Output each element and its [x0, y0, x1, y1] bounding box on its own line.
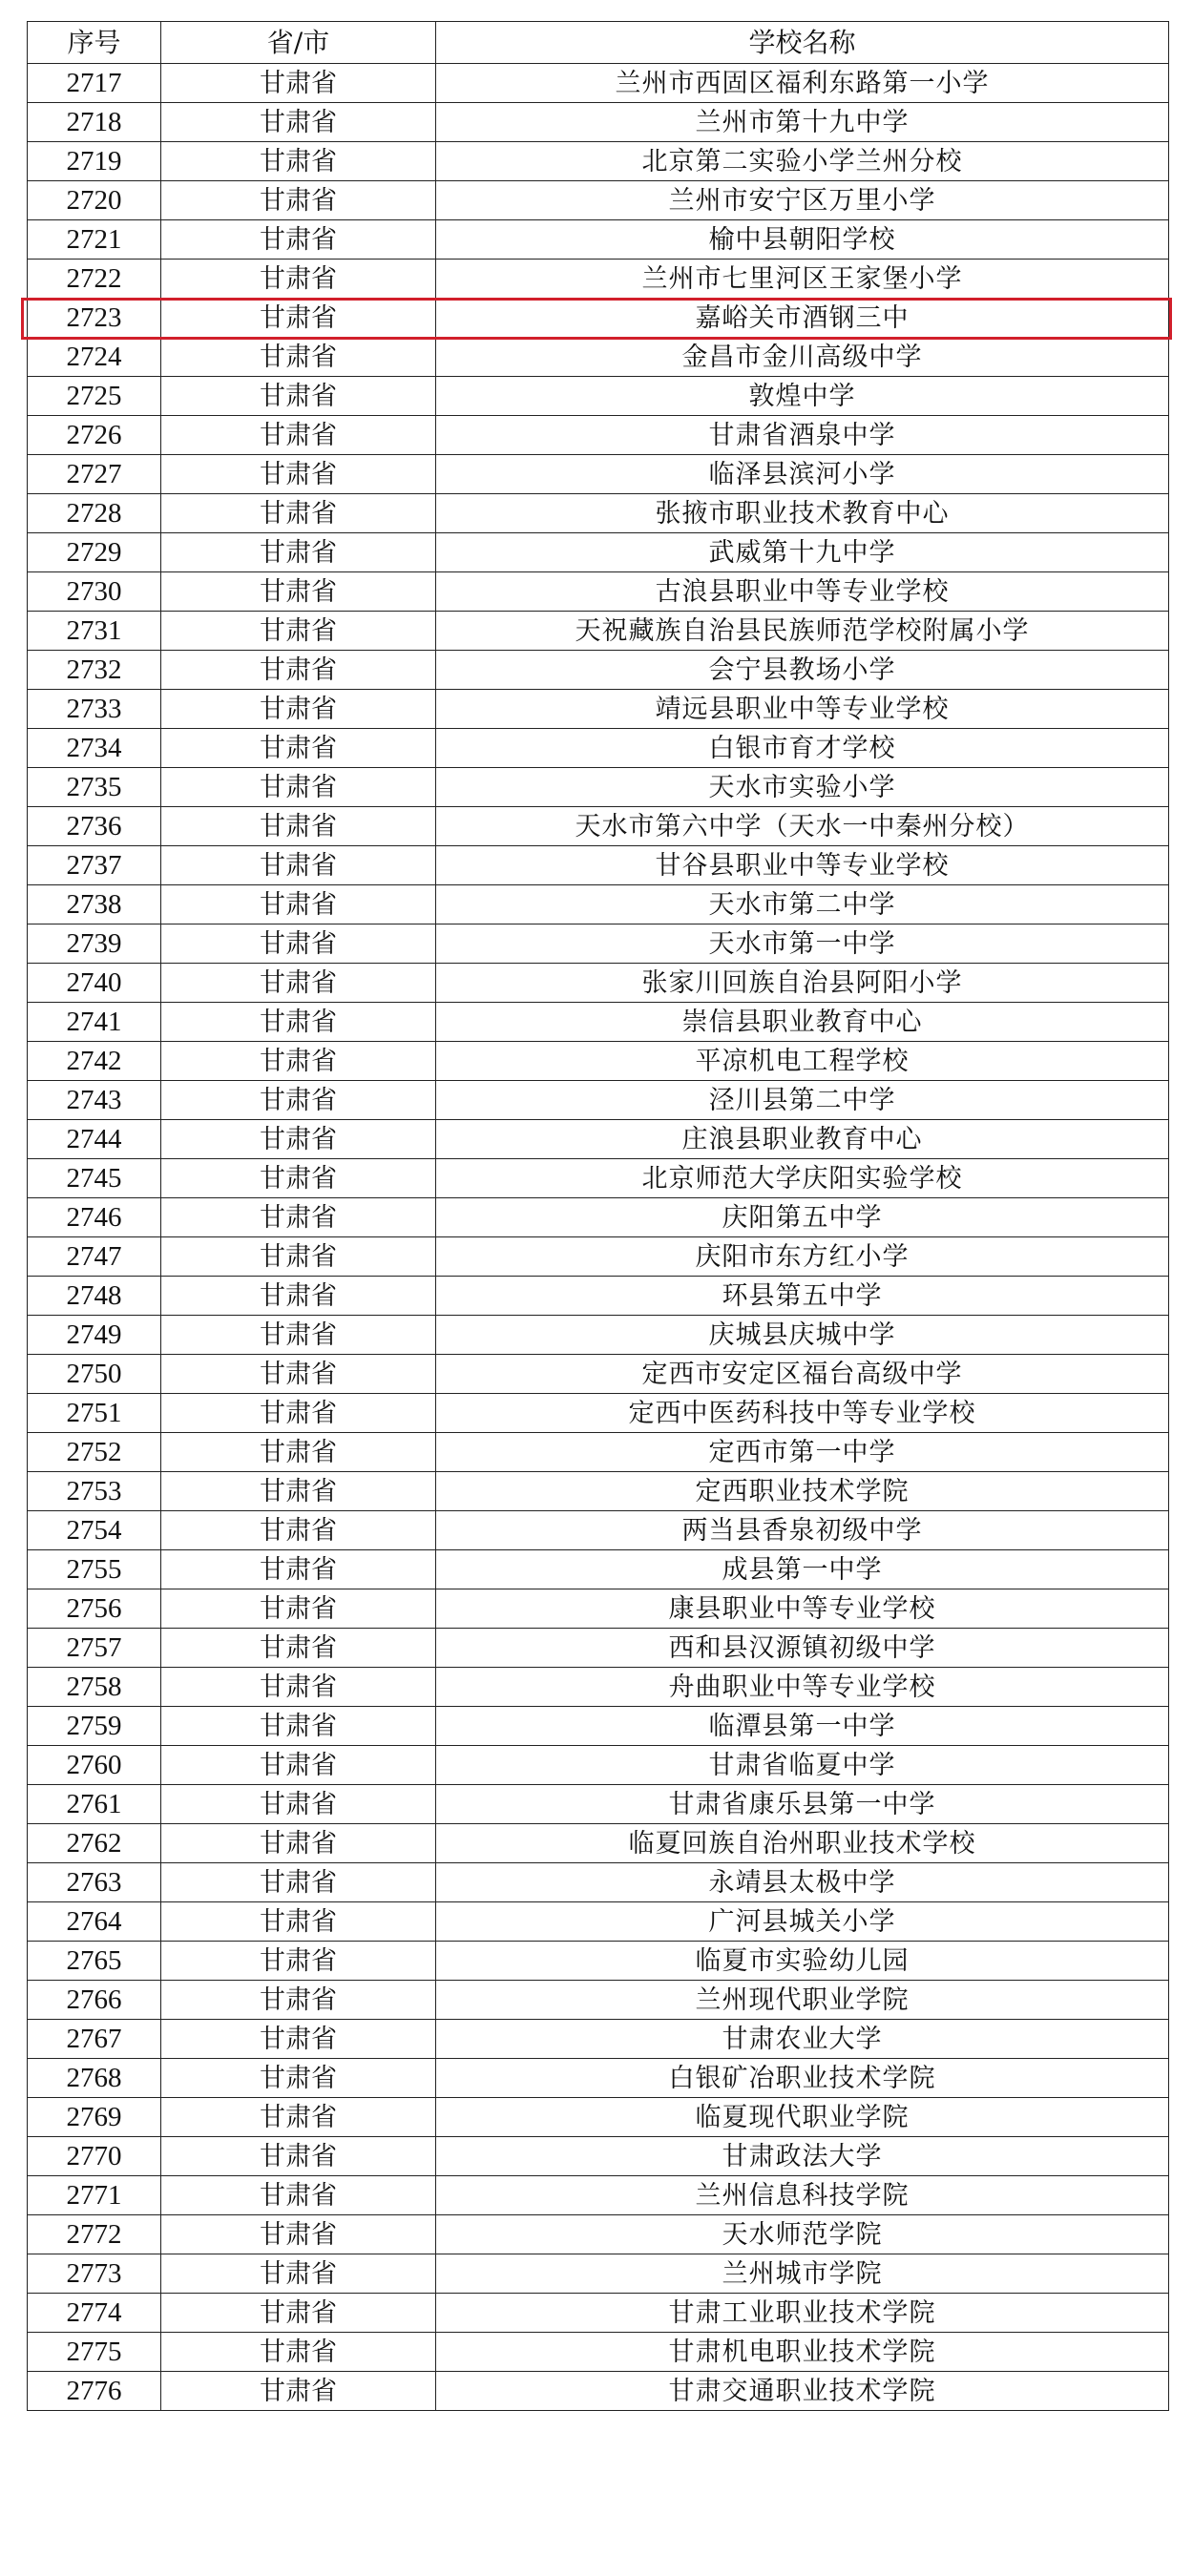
row-seq: 2719: [28, 142, 161, 181]
table-row: [28, 1159, 1169, 1198]
header-school: 学校名称: [436, 22, 1169, 64]
row-province: 甘肃省: [161, 416, 436, 455]
row-school-name: 天水市实验小学: [436, 768, 1169, 807]
row-school-name: 成县第一中学: [436, 1550, 1169, 1589]
table-row: [28, 2215, 1169, 2254]
row-school-name: 临泽县滨河小学: [436, 455, 1169, 494]
row-seq: 2760: [28, 1746, 161, 1785]
row-province: 甘肃省: [161, 1081, 436, 1120]
row-province: 甘肃省: [161, 64, 436, 103]
table-row: [28, 181, 1169, 220]
row-province: 甘肃省: [161, 2294, 436, 2333]
row-province: 甘肃省: [161, 768, 436, 807]
row-province: 甘肃省: [161, 1746, 436, 1785]
row-province: 甘肃省: [161, 1003, 436, 1042]
row-province: 甘肃省: [161, 494, 436, 533]
row-seq: 2736: [28, 807, 161, 846]
row-seq: 2724: [28, 338, 161, 377]
row-province: 甘肃省: [161, 2137, 436, 2176]
table-row: [28, 494, 1169, 533]
row-seq: 2722: [28, 260, 161, 299]
table-row: [28, 690, 1169, 729]
table-row: [28, 2333, 1169, 2372]
table-row: [28, 1081, 1169, 1120]
row-seq: 2738: [28, 885, 161, 924]
row-province: 甘肃省: [161, 1668, 436, 1707]
row-seq: 2744: [28, 1120, 161, 1159]
row-seq: 2721: [28, 220, 161, 260]
row-province: 甘肃省: [161, 1355, 436, 1394]
row-province: 甘肃省: [161, 1198, 436, 1237]
row-school-name: 定西市第一中学: [436, 1433, 1169, 1472]
row-province: 甘肃省: [161, 2176, 436, 2215]
table-row: [28, 768, 1169, 807]
row-province: 甘肃省: [161, 1472, 436, 1511]
row-school-name: 金昌市金川高级中学: [436, 338, 1169, 377]
row-seq: 2734: [28, 729, 161, 768]
row-province: 甘肃省: [161, 2059, 436, 2098]
row-province: 甘肃省: [161, 1316, 436, 1355]
row-province: 甘肃省: [161, 220, 436, 260]
row-seq: 2739: [28, 924, 161, 964]
row-province: 甘肃省: [161, 1863, 436, 1902]
row-school-name: 临潭县第一中学: [436, 1707, 1169, 1746]
row-school-name: 嘉峪关市酒钢三中: [436, 299, 1169, 338]
row-school-name: 白银市育才学校: [436, 729, 1169, 768]
row-seq: 2754: [28, 1511, 161, 1550]
row-seq: 2761: [28, 1785, 161, 1824]
table-row: [28, 103, 1169, 142]
row-seq: 2771: [28, 2176, 161, 2215]
table-row: [28, 533, 1169, 572]
table-row: [28, 1668, 1169, 1707]
row-province: 甘肃省: [161, 690, 436, 729]
row-province: 甘肃省: [161, 1824, 436, 1863]
table-row: [28, 1902, 1169, 1942]
row-province: 甘肃省: [161, 2372, 436, 2411]
table-row: [28, 924, 1169, 964]
row-school-name: 庆城县庆城中学: [436, 1316, 1169, 1355]
row-seq: 2732: [28, 651, 161, 690]
row-school-name: 甘肃政法大学: [436, 2137, 1169, 2176]
row-province: 甘肃省: [161, 1511, 436, 1550]
table-row: [28, 299, 1169, 338]
table-row: [28, 2098, 1169, 2137]
row-province: 甘肃省: [161, 572, 436, 612]
row-province: 甘肃省: [161, 299, 436, 338]
row-province: 甘肃省: [161, 455, 436, 494]
row-seq: 2752: [28, 1433, 161, 1472]
row-seq: 2745: [28, 1159, 161, 1198]
table-row: [28, 1785, 1169, 1824]
table-row: [28, 377, 1169, 416]
row-province: 甘肃省: [161, 338, 436, 377]
table-row: [28, 885, 1169, 924]
table-row: [28, 2372, 1169, 2411]
row-seq: 2776: [28, 2372, 161, 2411]
header-province: 省/市: [161, 22, 436, 64]
row-province: 甘肃省: [161, 729, 436, 768]
row-school-name: 古浪县职业中等专业学校: [436, 572, 1169, 612]
table-row: [28, 416, 1169, 455]
row-seq: 2743: [28, 1081, 161, 1120]
table-row: [28, 1237, 1169, 1277]
row-seq: 2763: [28, 1863, 161, 1902]
row-province: 甘肃省: [161, 1433, 436, 1472]
row-school-name: 兰州市西固区福利东路第一小学: [436, 64, 1169, 103]
table-row: [28, 846, 1169, 885]
row-province: 甘肃省: [161, 377, 436, 416]
row-seq: 2773: [28, 2254, 161, 2294]
row-school-name: 临夏市实验幼儿园: [436, 1942, 1169, 1981]
row-school-name: 兰州市七里河区王家堡小学: [436, 260, 1169, 299]
row-seq: 2759: [28, 1707, 161, 1746]
row-school-name: 西和县汉源镇初级中学: [436, 1629, 1169, 1668]
school-list-sheet: [27, 21, 1168, 2411]
row-seq: 2720: [28, 181, 161, 220]
table-body: [28, 64, 1169, 2411]
row-seq: 2747: [28, 1237, 161, 1277]
table-row: [28, 729, 1169, 768]
row-school-name: 舟曲职业中等专业学校: [436, 1668, 1169, 1707]
row-province: 甘肃省: [161, 807, 436, 846]
table-row: [28, 2176, 1169, 2215]
row-seq: 2769: [28, 2098, 161, 2137]
row-school-name: 临夏回族自治州职业技术学校: [436, 1824, 1169, 1863]
table-row: [28, 1003, 1169, 1042]
row-province: 甘肃省: [161, 1550, 436, 1589]
row-seq: 2757: [28, 1629, 161, 1668]
row-province: 甘肃省: [161, 1237, 436, 1277]
table-row: [28, 220, 1169, 260]
row-province: 甘肃省: [161, 2020, 436, 2059]
row-seq: 2742: [28, 1042, 161, 1081]
row-school-name: 天水师范学院: [436, 2215, 1169, 2254]
row-seq: 2749: [28, 1316, 161, 1355]
row-school-name: 敦煌中学: [436, 377, 1169, 416]
row-school-name: 平凉机电工程学校: [436, 1042, 1169, 1081]
row-seq: 2723: [28, 299, 161, 338]
row-school-name: 天水市第一中学: [436, 924, 1169, 964]
row-school-name: 天祝藏族自治县民族师范学校附属小学: [436, 612, 1169, 651]
table-row: [28, 1629, 1169, 1668]
row-seq: 2718: [28, 103, 161, 142]
table-row: [28, 1316, 1169, 1355]
table-row: [28, 338, 1169, 377]
row-province: 甘肃省: [161, 1589, 436, 1629]
row-school-name: 榆中县朝阳学校: [436, 220, 1169, 260]
row-school-name: 庆阳第五中学: [436, 1198, 1169, 1237]
table-row: [28, 2020, 1169, 2059]
row-seq: 2748: [28, 1277, 161, 1316]
row-province: 甘肃省: [161, 2215, 436, 2254]
row-province: 甘肃省: [161, 103, 436, 142]
row-province: 甘肃省: [161, 1277, 436, 1316]
row-province: 甘肃省: [161, 846, 436, 885]
table-row: [28, 1707, 1169, 1746]
row-seq: 2746: [28, 1198, 161, 1237]
row-seq: 2735: [28, 768, 161, 807]
table-row: [28, 455, 1169, 494]
row-school-name: 会宁县教场小学: [436, 651, 1169, 690]
row-school-name: 甘肃交通职业技术学院: [436, 2372, 1169, 2411]
row-seq: 2741: [28, 1003, 161, 1042]
row-school-name: 庄浪县职业教育中心: [436, 1120, 1169, 1159]
row-seq: 2753: [28, 1472, 161, 1511]
row-seq: 2730: [28, 572, 161, 612]
row-school-name: 崇信县职业教育中心: [436, 1003, 1169, 1042]
row-school-name: 永靖县太极中学: [436, 1863, 1169, 1902]
row-seq: 2758: [28, 1668, 161, 1707]
row-school-name: 张家川回族自治县阿阳小学: [436, 964, 1169, 1003]
row-school-name: 兰州市安宁区万里小学: [436, 181, 1169, 220]
row-school-name: 武威第十九中学: [436, 533, 1169, 572]
row-school-name: 天水市第六中学（天水一中秦州分校）: [436, 807, 1169, 846]
row-school-name: 北京师范大学庆阳实验学校: [436, 1159, 1169, 1198]
table-row: [28, 64, 1169, 103]
row-province: 甘肃省: [161, 2254, 436, 2294]
row-school-name: 靖远县职业中等专业学校: [436, 690, 1169, 729]
row-province: 甘肃省: [161, 651, 436, 690]
table-row: [28, 260, 1169, 299]
row-seq: 2762: [28, 1824, 161, 1863]
row-province: 甘肃省: [161, 181, 436, 220]
row-school-name: 甘谷县职业中等专业学校: [436, 846, 1169, 885]
row-seq: 2728: [28, 494, 161, 533]
row-seq: 2737: [28, 846, 161, 885]
row-province: 甘肃省: [161, 1785, 436, 1824]
table-row: [28, 1198, 1169, 1237]
table-row: [28, 1394, 1169, 1433]
row-school-name: 两当县香泉初级中学: [436, 1511, 1169, 1550]
row-seq: 2726: [28, 416, 161, 455]
row-school-name: 甘肃工业职业技术学院: [436, 2294, 1169, 2333]
row-school-name: 定西市安定区福台高级中学: [436, 1355, 1169, 1394]
table-row: [28, 2254, 1169, 2294]
table-row: [28, 1120, 1169, 1159]
row-school-name: 广河县城关小学: [436, 1902, 1169, 1942]
table-row: [28, 1433, 1169, 1472]
row-province: 甘肃省: [161, 1942, 436, 1981]
row-seq: 2768: [28, 2059, 161, 2098]
table-row: [28, 2137, 1169, 2176]
row-seq: 2751: [28, 1394, 161, 1433]
row-school-name: 甘肃省酒泉中学: [436, 416, 1169, 455]
row-school-name: 临夏现代职业学院: [436, 2098, 1169, 2137]
table-row: [28, 1746, 1169, 1785]
row-school-name: 兰州现代职业学院: [436, 1981, 1169, 2020]
table-row: [28, 1277, 1169, 1316]
row-seq: 2774: [28, 2294, 161, 2333]
row-school-name: 张掖市职业技术教育中心: [436, 494, 1169, 533]
table-row: [28, 964, 1169, 1003]
row-seq: 2731: [28, 612, 161, 651]
table-row: [28, 1472, 1169, 1511]
row-seq: 2756: [28, 1589, 161, 1629]
row-province: 甘肃省: [161, 1159, 436, 1198]
table-row: [28, 807, 1169, 846]
table-row: [28, 651, 1169, 690]
table-row: [28, 1042, 1169, 1081]
row-seq: 2725: [28, 377, 161, 416]
row-seq: 2772: [28, 2215, 161, 2254]
row-seq: 2766: [28, 1981, 161, 2020]
row-school-name: 兰州信息科技学院: [436, 2176, 1169, 2215]
row-seq: 2750: [28, 1355, 161, 1394]
row-province: 甘肃省: [161, 1120, 436, 1159]
row-school-name: 兰州市第十九中学: [436, 103, 1169, 142]
row-school-name: 定西中医药科技中等专业学校: [436, 1394, 1169, 1433]
school-table: [27, 21, 1169, 2411]
row-seq: 2729: [28, 533, 161, 572]
row-school-name: 甘肃农业大学: [436, 2020, 1169, 2059]
row-seq: 2717: [28, 64, 161, 103]
row-province: 甘肃省: [161, 924, 436, 964]
row-seq: 2764: [28, 1902, 161, 1942]
table-row: [28, 2059, 1169, 2098]
table-row: [28, 1511, 1169, 1550]
table-row: [28, 1981, 1169, 2020]
row-seq: 2733: [28, 690, 161, 729]
row-school-name: 兰州城市学院: [436, 2254, 1169, 2294]
row-province: 甘肃省: [161, 1707, 436, 1746]
row-province: 甘肃省: [161, 260, 436, 299]
row-province: 甘肃省: [161, 612, 436, 651]
row-province: 甘肃省: [161, 2333, 436, 2372]
row-province: 甘肃省: [161, 533, 436, 572]
row-province: 甘肃省: [161, 1981, 436, 2020]
row-seq: 2727: [28, 455, 161, 494]
row-school-name: 白银矿冶职业技术学院: [436, 2059, 1169, 2098]
table-header-row: [28, 22, 1169, 64]
row-seq: 2770: [28, 2137, 161, 2176]
table-row: [28, 1550, 1169, 1589]
row-school-name: 定西职业技术学院: [436, 1472, 1169, 1511]
row-school-name: 北京第二实验小学兰州分校: [436, 142, 1169, 181]
row-seq: 2775: [28, 2333, 161, 2372]
row-province: 甘肃省: [161, 1629, 436, 1668]
row-school-name: 泾川县第二中学: [436, 1081, 1169, 1120]
table-row: [28, 1589, 1169, 1629]
table-row: [28, 612, 1169, 651]
table-row: [28, 2294, 1169, 2333]
row-province: 甘肃省: [161, 142, 436, 181]
table-row: [28, 1863, 1169, 1902]
table-row: [28, 142, 1169, 181]
row-school-name: 天水市第二中学: [436, 885, 1169, 924]
row-province: 甘肃省: [161, 1394, 436, 1433]
row-seq: 2767: [28, 2020, 161, 2059]
header-seq: 序号: [28, 22, 161, 64]
row-seq: 2740: [28, 964, 161, 1003]
row-province: 甘肃省: [161, 885, 436, 924]
row-seq: 2765: [28, 1942, 161, 1981]
table-row: [28, 572, 1169, 612]
row-school-name: 康县职业中等专业学校: [436, 1589, 1169, 1629]
row-province: 甘肃省: [161, 1902, 436, 1942]
row-province: 甘肃省: [161, 2098, 436, 2137]
row-school-name: 甘肃省康乐县第一中学: [436, 1785, 1169, 1824]
row-province: 甘肃省: [161, 1042, 436, 1081]
row-school-name: 甘肃机电职业技术学院: [436, 2333, 1169, 2372]
table-row: [28, 1942, 1169, 1981]
row-province: 甘肃省: [161, 964, 436, 1003]
row-school-name: 环县第五中学: [436, 1277, 1169, 1316]
table-row: [28, 1355, 1169, 1394]
row-seq: 2755: [28, 1550, 161, 1589]
row-school-name: 甘肃省临夏中学: [436, 1746, 1169, 1785]
row-school-name: 庆阳市东方红小学: [436, 1237, 1169, 1277]
table-row: [28, 1824, 1169, 1863]
